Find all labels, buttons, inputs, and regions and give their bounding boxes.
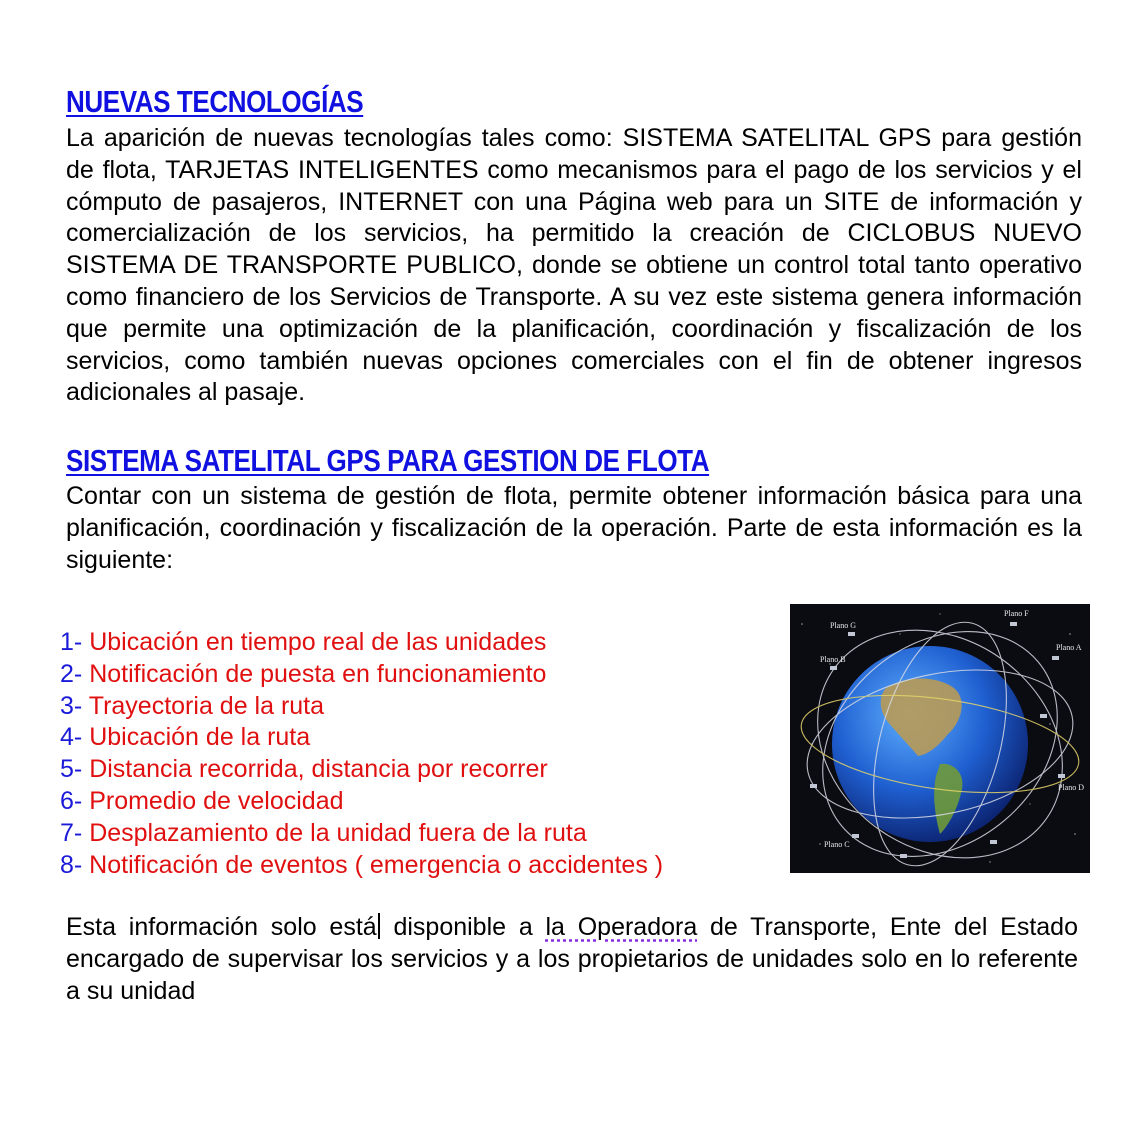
list-text: Promedio de velocidad [89, 786, 344, 815]
list-text: Distancia recorrida, distancia por recorrer [89, 755, 548, 784]
heading-nuevas-tecnologias: NUEVAS TECNOLOGÍAS [66, 84, 364, 119]
globe-label: Plano C [824, 840, 850, 849]
globe-label: Plano G [830, 621, 856, 630]
list-item [60, 627, 663, 659]
list-item [60, 850, 663, 882]
info-list [60, 627, 663, 881]
list-text: Ubicación en tiempo real de las unidades [89, 628, 547, 656]
list-number: 7- [60, 818, 90, 847]
list-number: 2- [60, 659, 90, 688]
grammar-flag-text: la Operadora [545, 913, 698, 941]
list-item [60, 818, 663, 850]
list-item [60, 754, 663, 786]
list-number: 4- [60, 723, 90, 752]
text-cursor [378, 913, 380, 939]
gps-satellite-globe-image [790, 604, 1090, 873]
globe-label: Plano D [1058, 783, 1084, 792]
closing-text-part2: disponible a [380, 913, 546, 941]
list-number: 8- [60, 850, 83, 879]
list-text: Ubicación de la ruta [89, 723, 311, 752]
globe-label: Plano F [1004, 609, 1029, 618]
globe-label: Plano A [1056, 643, 1082, 652]
list-number: 1- [60, 628, 90, 656]
list-text: Notificación de puesta en funcionamiento [89, 659, 547, 688]
list-number: 3- [60, 691, 89, 720]
list-text: Trayectoria de la ruta [88, 691, 325, 720]
list-number: 5- [60, 755, 90, 784]
closing-text-part3: de Transporte, Ente del Estado encargado de supervisar los servicios y a los propietarios de unidades solo en lo referente a su unidad [66, 913, 1078, 1005]
document-page [60, 82, 1084, 1005]
list-item [60, 722, 663, 754]
list-text: Notificación de eventos ( emergencia o accidentes ) [82, 850, 664, 879]
heading-gps-flota: SISTEMA SATELITAL GPS PARA GESTION DE FLOTA [66, 443, 710, 479]
list-item [60, 786, 663, 818]
gps-paragraph: Contar con un sistema de gestión de flota, permite obtener información básica para una planificación, coordinación y fiscalización de la operación. Parte de esta información es la siguiente: [66, 482, 1082, 574]
globe-label: Plano B [820, 655, 846, 664]
list-item [60, 691, 663, 723]
intro-paragraph: La aparición de nuevas tecnologías tales como: SISTEMA SATELITAL GPS para gestión de flota, TARJETAS INTELIGENTES como mecanismos para el pago de los servicios y el cómputo de pasajeros, INTERNET con una Página web para un SITE de información y comercialización de los servicios, ha permitido la creación de CICLOBUS NUEVO SISTEMA DE TRANSPORTE PUBLICO, donde se obtiene un control total tanto operativo como financiero de los Servicios de Transporte. A su vez este sistema genera información que permite una optimización de la planificación, coordinación y fiscalización de los servicios, como también nuevas opciones comerciales con el fin de obtener ingresos adicionales al pasaje. [66, 124, 1082, 407]
closing-paragraph [66, 912, 1078, 1007]
list-item [60, 659, 663, 691]
closing-text-part1: Esta información solo está [66, 913, 377, 941]
list-text: Desplazamiento de la unidad fuera de la ruta [89, 818, 587, 847]
list-number: 6- [60, 786, 90, 815]
